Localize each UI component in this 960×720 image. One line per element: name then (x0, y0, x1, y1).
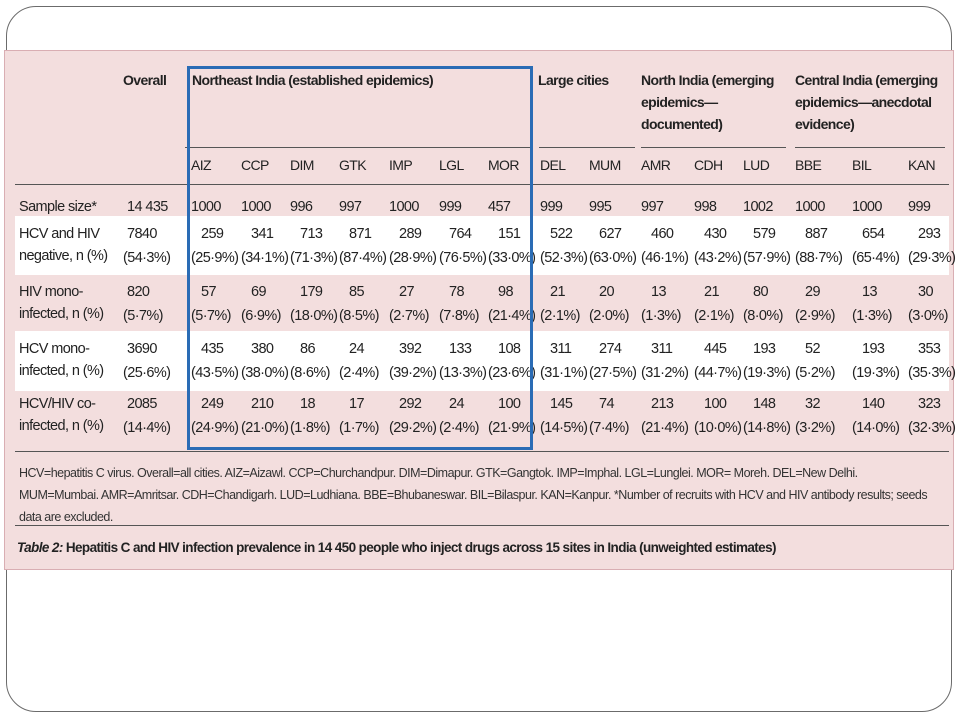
site-code-bil: BIL (852, 157, 872, 173)
cell-count: 274 (599, 341, 622, 357)
cell-percent: (35·3%) (908, 365, 956, 381)
cell-percent: (24·9%) (191, 420, 239, 436)
overall-percent: (5·7%) (123, 308, 163, 324)
cell-percent: (39·2%) (389, 365, 437, 381)
cell-percent: (21·9%) (488, 420, 536, 436)
cell-percent: (52·3%) (540, 250, 588, 266)
cell-count: 148 (753, 396, 776, 412)
overall-percent: (54·3%) (123, 250, 171, 266)
cell-count: 323 (918, 396, 941, 412)
group-header: Central India (emerging epidemics—anecdotal evidence) (795, 72, 938, 132)
site-code-ccp: CCP (241, 157, 269, 173)
cell-count: 435 (201, 341, 224, 357)
cell-percent: (87·4%) (339, 250, 387, 266)
rule-line (795, 147, 945, 148)
cell-count: 292 (399, 396, 422, 412)
row-label: Sample size* (19, 199, 97, 215)
cell-percent: (6·9%) (241, 308, 281, 324)
cell-count: 999 (540, 199, 563, 215)
cell-percent: (27·5%) (589, 365, 637, 381)
site-code-kan: KAN (908, 157, 935, 173)
cell-count: 311 (651, 341, 673, 357)
row-label: HIV mono-infected, n (%) (19, 284, 104, 322)
cell-count: 27 (399, 284, 414, 300)
cell-count: 995 (589, 199, 612, 215)
cell-count: 74 (599, 396, 614, 412)
cell-percent: (23·6%) (488, 365, 536, 381)
cell-count: 69 (251, 284, 266, 300)
cell-count: 193 (753, 341, 776, 357)
cell-count: 29 (805, 284, 820, 300)
group-header: North India (emerging epidemics—documented) (641, 72, 774, 132)
cell-percent: (21·0%) (241, 420, 289, 436)
cell-count: 353 (918, 341, 941, 357)
cell-percent: (1·3%) (852, 308, 892, 324)
cell-percent: (57·9%) (743, 250, 791, 266)
cell-count: 100 (498, 396, 521, 412)
cell-percent: (13·3%) (439, 365, 487, 381)
cell-percent: (18·0%) (290, 308, 338, 324)
cell-percent: (32·3%) (908, 420, 956, 436)
cell-percent: (2·4%) (439, 420, 479, 436)
cell-count: 133 (449, 341, 472, 357)
cell-count: 380 (251, 341, 274, 357)
group-header: Large cities (538, 72, 609, 88)
cell-count: 57 (201, 284, 216, 300)
cell-count: 32 (805, 396, 820, 412)
cell-count: 193 (862, 341, 885, 357)
cell-percent: (2·7%) (389, 308, 429, 324)
cell-count: 86 (300, 341, 315, 357)
site-code-dim: DIM (290, 157, 314, 173)
site-code-mor: MOR (488, 157, 519, 173)
rule-line (15, 525, 949, 526)
cell-percent: (31·2%) (641, 365, 689, 381)
cell-percent: (33·0%) (488, 250, 536, 266)
footnote: HCV=hepatitis C virus. Overall=all cities. AIZ=Aizawl. CCP=Churchandpur. DIM=Dimapur. GTK=Gangtok. IMP=Imphal. LGL=Lunglei. MOR= Moreh. DEL=New Delhi. MUM=Mumbai. AMR=Amritsar. CDH=Chandigarh. LUD=Ludhiana. BBE=Bhubaneswar. BIL=Bilaspur. KAN=Kanpur. *Number of recruits with HCV and HIV antibody results; seeds data are excluded. (19, 466, 928, 524)
cell-count: 293 (918, 226, 941, 242)
cell-percent: (88·7%) (795, 250, 843, 266)
group-header: Northeast India (established epidemics) (192, 72, 434, 88)
cell-count: 996 (290, 199, 313, 215)
cell-count: 24 (449, 396, 464, 412)
site-code-amr: AMR (641, 157, 671, 173)
cell-count: 52 (805, 341, 820, 357)
cell-percent: (14·0%) (852, 420, 900, 436)
cell-percent: (76·5%) (439, 250, 487, 266)
cell-percent: (2·1%) (540, 308, 580, 324)
cell-count: 289 (399, 226, 422, 242)
table-caption (17, 540, 776, 555)
cell-count: 13 (651, 284, 666, 300)
overall-count: 820 (127, 284, 150, 300)
cell-percent: (63·0%) (589, 250, 637, 266)
cell-count: 887 (805, 226, 828, 242)
caption-label: Table 2: (17, 540, 66, 555)
overall-header: Overall (123, 72, 167, 88)
cell-percent: (10·0%) (694, 420, 742, 436)
cell-count: 1000 (191, 199, 221, 215)
cell-count: 764 (449, 226, 472, 242)
cell-percent: (1·8%) (290, 420, 330, 436)
cell-percent: (2·0%) (589, 308, 629, 324)
cell-percent: (5·2%) (795, 365, 835, 381)
cell-percent: (5·7%) (191, 308, 231, 324)
cell-percent: (43·5%) (191, 365, 239, 381)
cell-percent: (19·3%) (852, 365, 900, 381)
cell-count: 21 (550, 284, 565, 300)
cell-count: 100 (704, 396, 727, 412)
cell-count: 213 (651, 396, 674, 412)
cell-percent: (2·1%) (694, 308, 734, 324)
cell-percent: (38·0%) (241, 365, 289, 381)
cell-percent: (2·4%) (339, 365, 379, 381)
cell-count: 997 (641, 199, 664, 215)
cell-count: 1000 (852, 199, 882, 215)
cell-percent: (71·3%) (290, 250, 338, 266)
cell-count: 445 (704, 341, 727, 357)
cell-percent: (34·1%) (241, 250, 289, 266)
cell-count: 392 (399, 341, 422, 357)
row-label: HCV mono-infected, n (%) (19, 341, 104, 379)
overall-count: 3690 (127, 341, 157, 357)
cell-count: 1000 (795, 199, 825, 215)
cell-count: 80 (753, 284, 768, 300)
cell-percent: (7·4%) (589, 420, 629, 436)
cell-count: 522 (550, 226, 573, 242)
cell-count: 179 (300, 284, 323, 300)
cell-count: 13 (862, 284, 877, 300)
cell-count: 460 (651, 226, 674, 242)
cell-percent: (14·8%) (743, 420, 791, 436)
cell-percent: (31·1%) (540, 365, 588, 381)
cell-percent: (65·4%) (852, 250, 900, 266)
cell-count: 998 (694, 199, 717, 215)
cell-percent: (3·2%) (795, 420, 835, 436)
cell-count: 341 (251, 226, 274, 242)
cell-count: 999 (439, 199, 462, 215)
overall-percent: (25·6%) (123, 365, 171, 381)
cell-count: 210 (251, 396, 274, 412)
rule-line (15, 451, 949, 452)
cell-percent: (25·9%) (191, 250, 239, 266)
site-code-mum: MUM (589, 157, 621, 173)
cell-count: 259 (201, 226, 224, 242)
rule-line (539, 147, 635, 148)
caption-text: Hepatitis C and HIV infection prevalence in 14 450 people who inject drugs across 15 sites in India (unweighted estimates) (65, 540, 776, 555)
cell-count: 457 (488, 199, 511, 215)
cell-count: 145 (550, 396, 573, 412)
site-code-lgl: LGL (439, 157, 464, 173)
cell-percent: (8·6%) (290, 365, 330, 381)
cell-count: 627 (599, 226, 622, 242)
cell-count: 1002 (743, 199, 773, 215)
rule-line (641, 147, 786, 148)
cell-count: 21 (704, 284, 719, 300)
site-code-cdh: CDH (694, 157, 723, 173)
cell-count: 579 (753, 226, 776, 242)
cell-count: 871 (349, 226, 372, 242)
cell-count: 30 (918, 284, 933, 300)
cell-count: 140 (862, 396, 885, 412)
row-label: HCV/HIV co-infected, n (%) (19, 396, 104, 434)
cell-count: 654 (862, 226, 885, 242)
cell-percent: (7·8%) (439, 308, 479, 324)
cell-count: 997 (339, 199, 362, 215)
cell-percent: (8·5%) (339, 308, 379, 324)
cell-percent: (21·4%) (641, 420, 689, 436)
cell-count: 18 (300, 396, 315, 412)
cell-percent: (8·0%) (743, 308, 783, 324)
cell-count: 713 (300, 226, 323, 242)
overall-percent: (14·4%) (123, 420, 171, 436)
data-table (4, 50, 954, 570)
cell-count: 311 (550, 341, 572, 357)
northeast-highlight-box (187, 66, 536, 450)
cell-count: 24 (349, 341, 364, 357)
cell-percent: (43·2%) (694, 250, 742, 266)
cell-count: 85 (349, 284, 364, 300)
cell-count: 1000 (241, 199, 271, 215)
cell-percent: (29·2%) (389, 420, 437, 436)
cell-percent: (29·3%) (908, 250, 956, 266)
row-label: HCV and HIV negative, n (%) (19, 226, 108, 264)
overall-count: 14 435 (127, 199, 168, 215)
cell-percent: (28·9%) (389, 250, 437, 266)
cell-percent: (46·1%) (641, 250, 689, 266)
cell-percent: (44·7%) (694, 365, 742, 381)
cell-count: 20 (599, 284, 614, 300)
cell-count: 249 (201, 396, 224, 412)
cell-count: 108 (498, 341, 521, 357)
overall-count: 7840 (127, 226, 157, 242)
cell-percent: (14·5%) (540, 420, 588, 436)
site-code-aiz: AIZ (191, 157, 211, 173)
cell-count: 1000 (389, 199, 419, 215)
cell-count: 430 (704, 226, 727, 242)
cell-percent: (21·4%) (488, 308, 536, 324)
cell-count: 151 (498, 226, 521, 242)
site-code-bbe: BBE (795, 157, 822, 173)
cell-percent: (1·3%) (641, 308, 681, 324)
site-code-imp: IMP (389, 157, 413, 173)
site-code-del: DEL (540, 157, 566, 173)
cell-count: 17 (349, 396, 364, 412)
overall-count: 2085 (127, 396, 157, 412)
cell-percent: (1·7%) (339, 420, 379, 436)
cell-percent: (2·9%) (795, 308, 835, 324)
site-code-gtk: GTK (339, 157, 366, 173)
site-code-lud: LUD (743, 157, 770, 173)
cell-count: 98 (498, 284, 513, 300)
cell-percent: (19·3%) (743, 365, 791, 381)
cell-count: 999 (908, 199, 931, 215)
cell-percent: (3·0%) (908, 308, 948, 324)
cell-count: 78 (449, 284, 464, 300)
